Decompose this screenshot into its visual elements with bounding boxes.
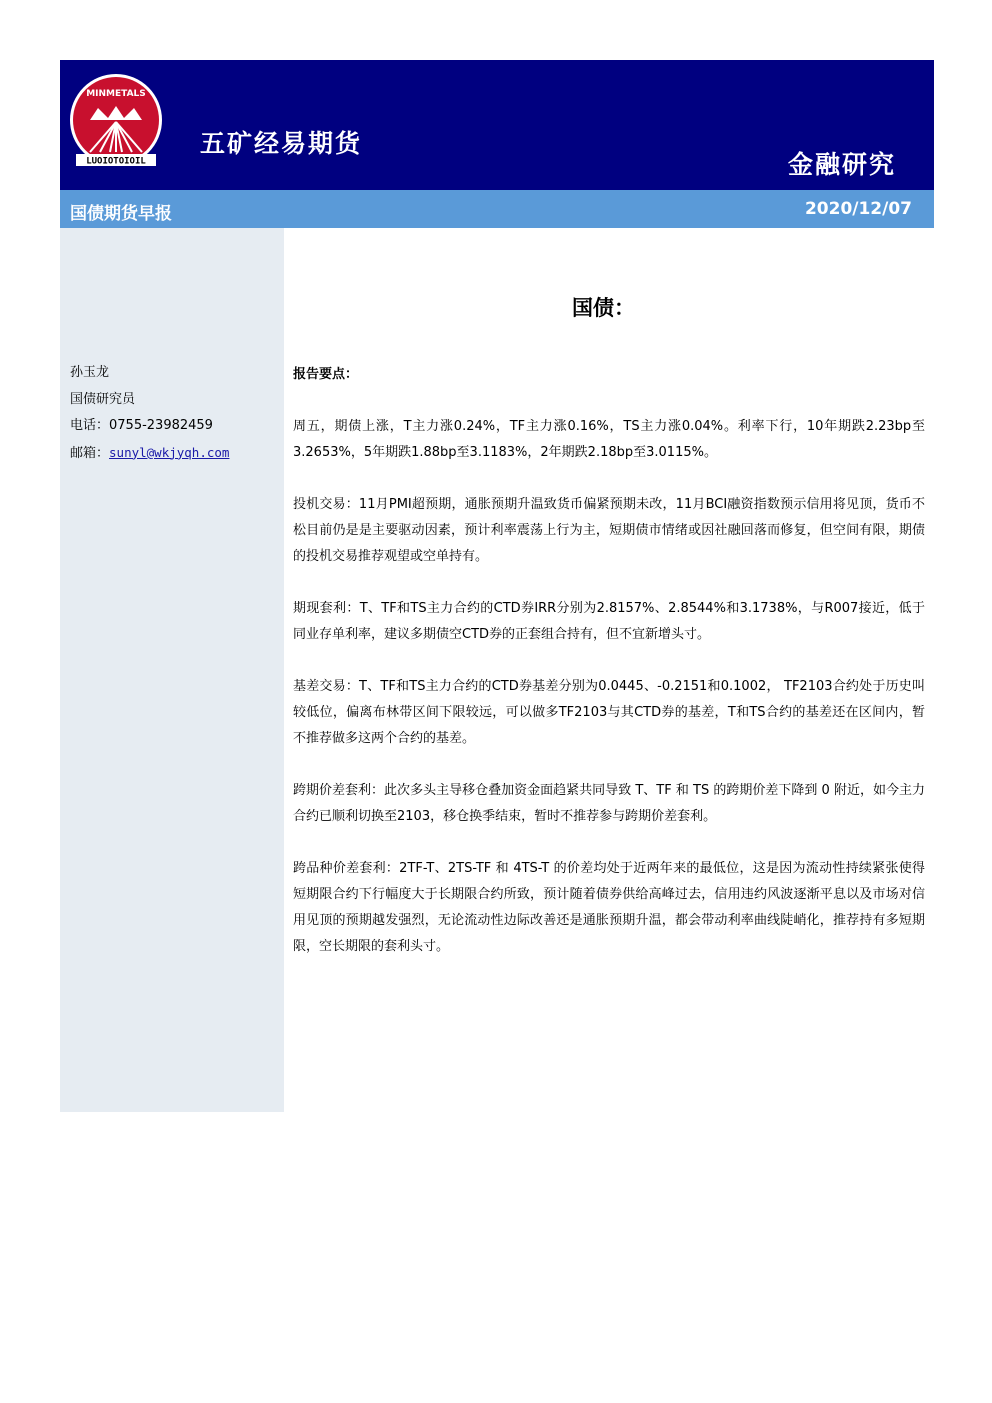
author-email-row xyxy=(70,440,229,468)
email-label: 邮箱： xyxy=(70,445,110,461)
author-block xyxy=(70,360,229,467)
key-points-label: 报告要点： xyxy=(293,367,359,382)
report-date: 2020/12/07 xyxy=(804,199,912,219)
company-name: 五矿经易期货 xyxy=(200,129,363,158)
company-logo xyxy=(68,72,164,168)
author-name: 孙玉龙 xyxy=(70,365,110,380)
paragraph-basis-trading: 基差交易：T、TF和TS主力合约的CTD券基差分别为0.0445、-0.2151和0.1002， TF2103合约处于历史叫较低位，偏离布林带区间下限较远，可以做多TF2103与其CTD券的基差，T和TS合约的基差还在区间内，暂不推荐做多这两个合约的基差。 xyxy=(293,679,925,746)
author-phone: 电话：0755-23982459 xyxy=(70,418,213,433)
title-bar xyxy=(60,190,934,228)
paragraph-calendar-spread: 跨期价差套利：此次多头主导移仓叠加资金面趋紧共同导致 T、TF 和 TS 的跨期价差下降到 0 附近，如今主力合约已顺利切换至2103，移仓换季结束，暂时不推荐参与跨期价差套利。 xyxy=(293,783,925,824)
paragraph-cross-product-spread: 跨品种价差套利：2TF-T、2TS-TF 和 4TS-T 的价差均处于近两年来的最低位，这是因为流动性持续紧张使得短期限合约下行幅度大于长期限合约所致，预计随着债券供给高峰过去，信用违约风波逐渐平息以及市场对信用见顶的预期越发强烈，无论流动性边际改善还是通胀预期升温，都会带动利率曲线陡峭化，推荐持有多短期限，空长期限的套利头寸。 xyxy=(293,861,925,954)
report-type: 国债期货早报 xyxy=(70,204,172,224)
logo-bottom-text: LUOIOTOIOIL xyxy=(86,156,146,167)
paragraph-speculation: 投机交易：11月PMI超预期，通胀预期升温致货币偏紧预期未改，11月BCI融资指数预示信用将见顶，货币不松目前仍是是主要驱动因素，预计利率震荡上行为主，短期债市情绪或因社融回落而修复，但空间有限，期债的投机交易推荐观望或空单持有。 xyxy=(293,497,925,564)
paragraph-summary: 周五，期债上涨，T主力涨0.24%，TF主力涨0.16%，TS主力涨0.04%。利率下行，10年期跌2.23bp至3.2653%，5年期跌1.88bp至3.1183%，2年期跌2.18bp至3.0115%。 xyxy=(293,419,925,460)
main-title: 国债： xyxy=(572,296,635,320)
email-link[interactable]: sunyl@wkjyqh.com xyxy=(109,444,230,460)
paragraph-cash-futures-arbitrage: 期现套利：T、TF和TS主力合约的CTD券IRR分别为2.8157%、2.8544%和3.1738%，与R007接近，低于同业存单利率，建议多期债空CTD券的正套组合持有，但不宜新增头寸。 xyxy=(293,601,925,642)
section-name: 金融研究 xyxy=(787,150,896,179)
main-content xyxy=(293,362,925,986)
logo-text: MINMETALS xyxy=(86,89,146,99)
author-title: 国债研究员 xyxy=(70,391,136,407)
